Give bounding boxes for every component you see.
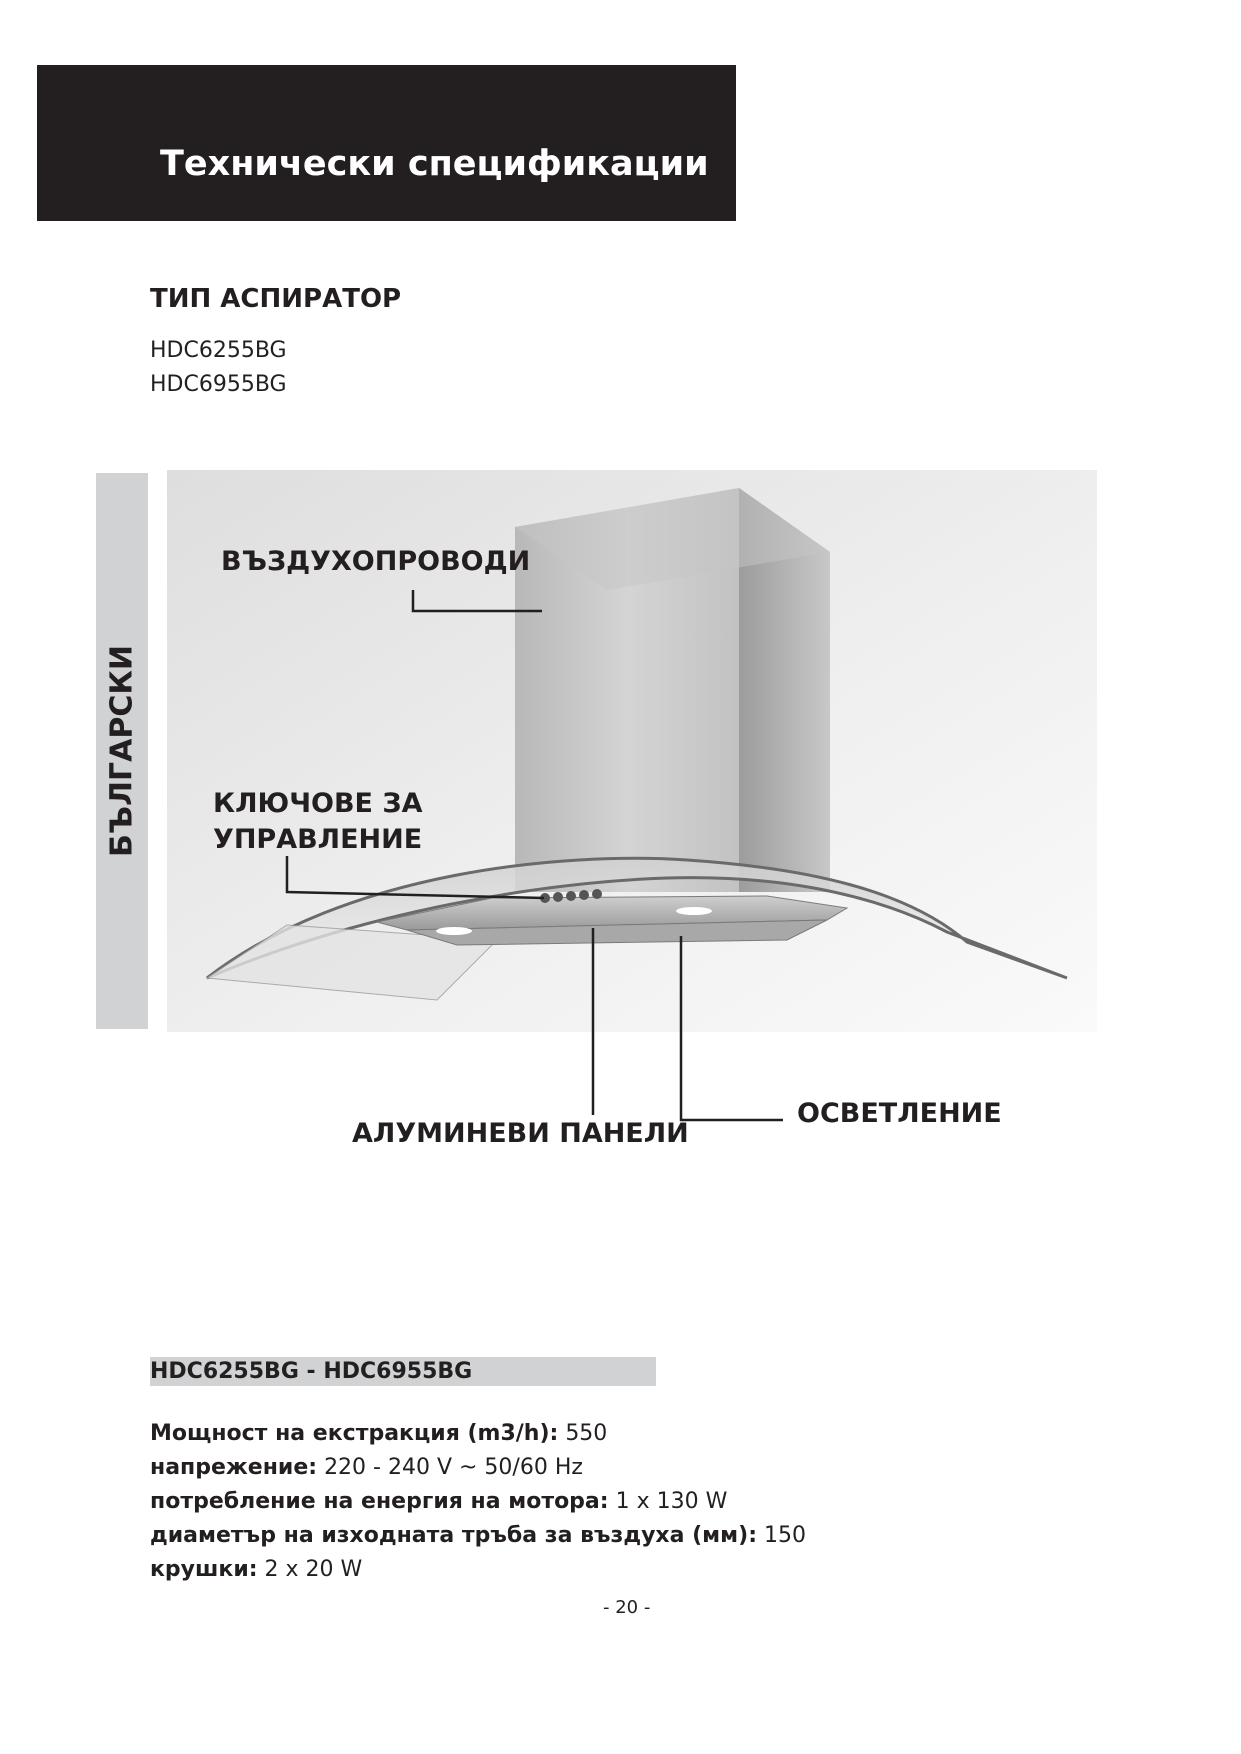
- model-name: HDC6955BG: [150, 372, 287, 397]
- callout-controls-line2: УПРАВЛЕНИЕ: [213, 824, 423, 855]
- page-number: - 20 -: [603, 1597, 651, 1618]
- spec-value: 220 - 240 V ~ 50/60 Hz: [324, 1455, 583, 1480]
- spec-row: [150, 1555, 362, 1585]
- spec-row: [150, 1419, 607, 1449]
- spec-label: Мощност на екстракция (m3/h):: [150, 1421, 559, 1446]
- spec-row: [150, 1487, 727, 1517]
- spec-row: [150, 1521, 806, 1551]
- callout-ducts: ВЪЗДУХОПРОВОДИ: [221, 546, 531, 577]
- language-tab-label: БЪЛГАРСКИ: [104, 645, 140, 857]
- spec-value: 2 x 20 W: [264, 1557, 363, 1582]
- page-title: Технически спецификации: [160, 144, 709, 184]
- callout-aluminium-filters: АЛУМИНЕВИ ПАНЕЛИ: [352, 1118, 689, 1149]
- spec-label: потребление на енергия на мотора:: [150, 1489, 609, 1514]
- section-title: ТИП АСПИРАТОР: [150, 284, 402, 314]
- spec-label: крушки:: [150, 1557, 258, 1582]
- callout-controls-line1: КЛЮЧОВЕ ЗА: [213, 788, 423, 819]
- spec-label: напрежение:: [150, 1455, 318, 1480]
- spec-label: диаметър на изходната тръба за въздуха (мм):: [150, 1523, 757, 1548]
- spec-heading: HDC6255BG - HDC6955BG: [150, 1359, 473, 1384]
- callout-lighting: ОСВЕТЛЕНИЕ: [797, 1098, 1002, 1129]
- spec-value: 550: [565, 1421, 608, 1446]
- model-name: HDC6255BG: [150, 338, 287, 363]
- spec-value: 150: [764, 1523, 806, 1548]
- spec-row: [150, 1453, 583, 1483]
- spec-value: 1 x 130 W: [615, 1489, 728, 1514]
